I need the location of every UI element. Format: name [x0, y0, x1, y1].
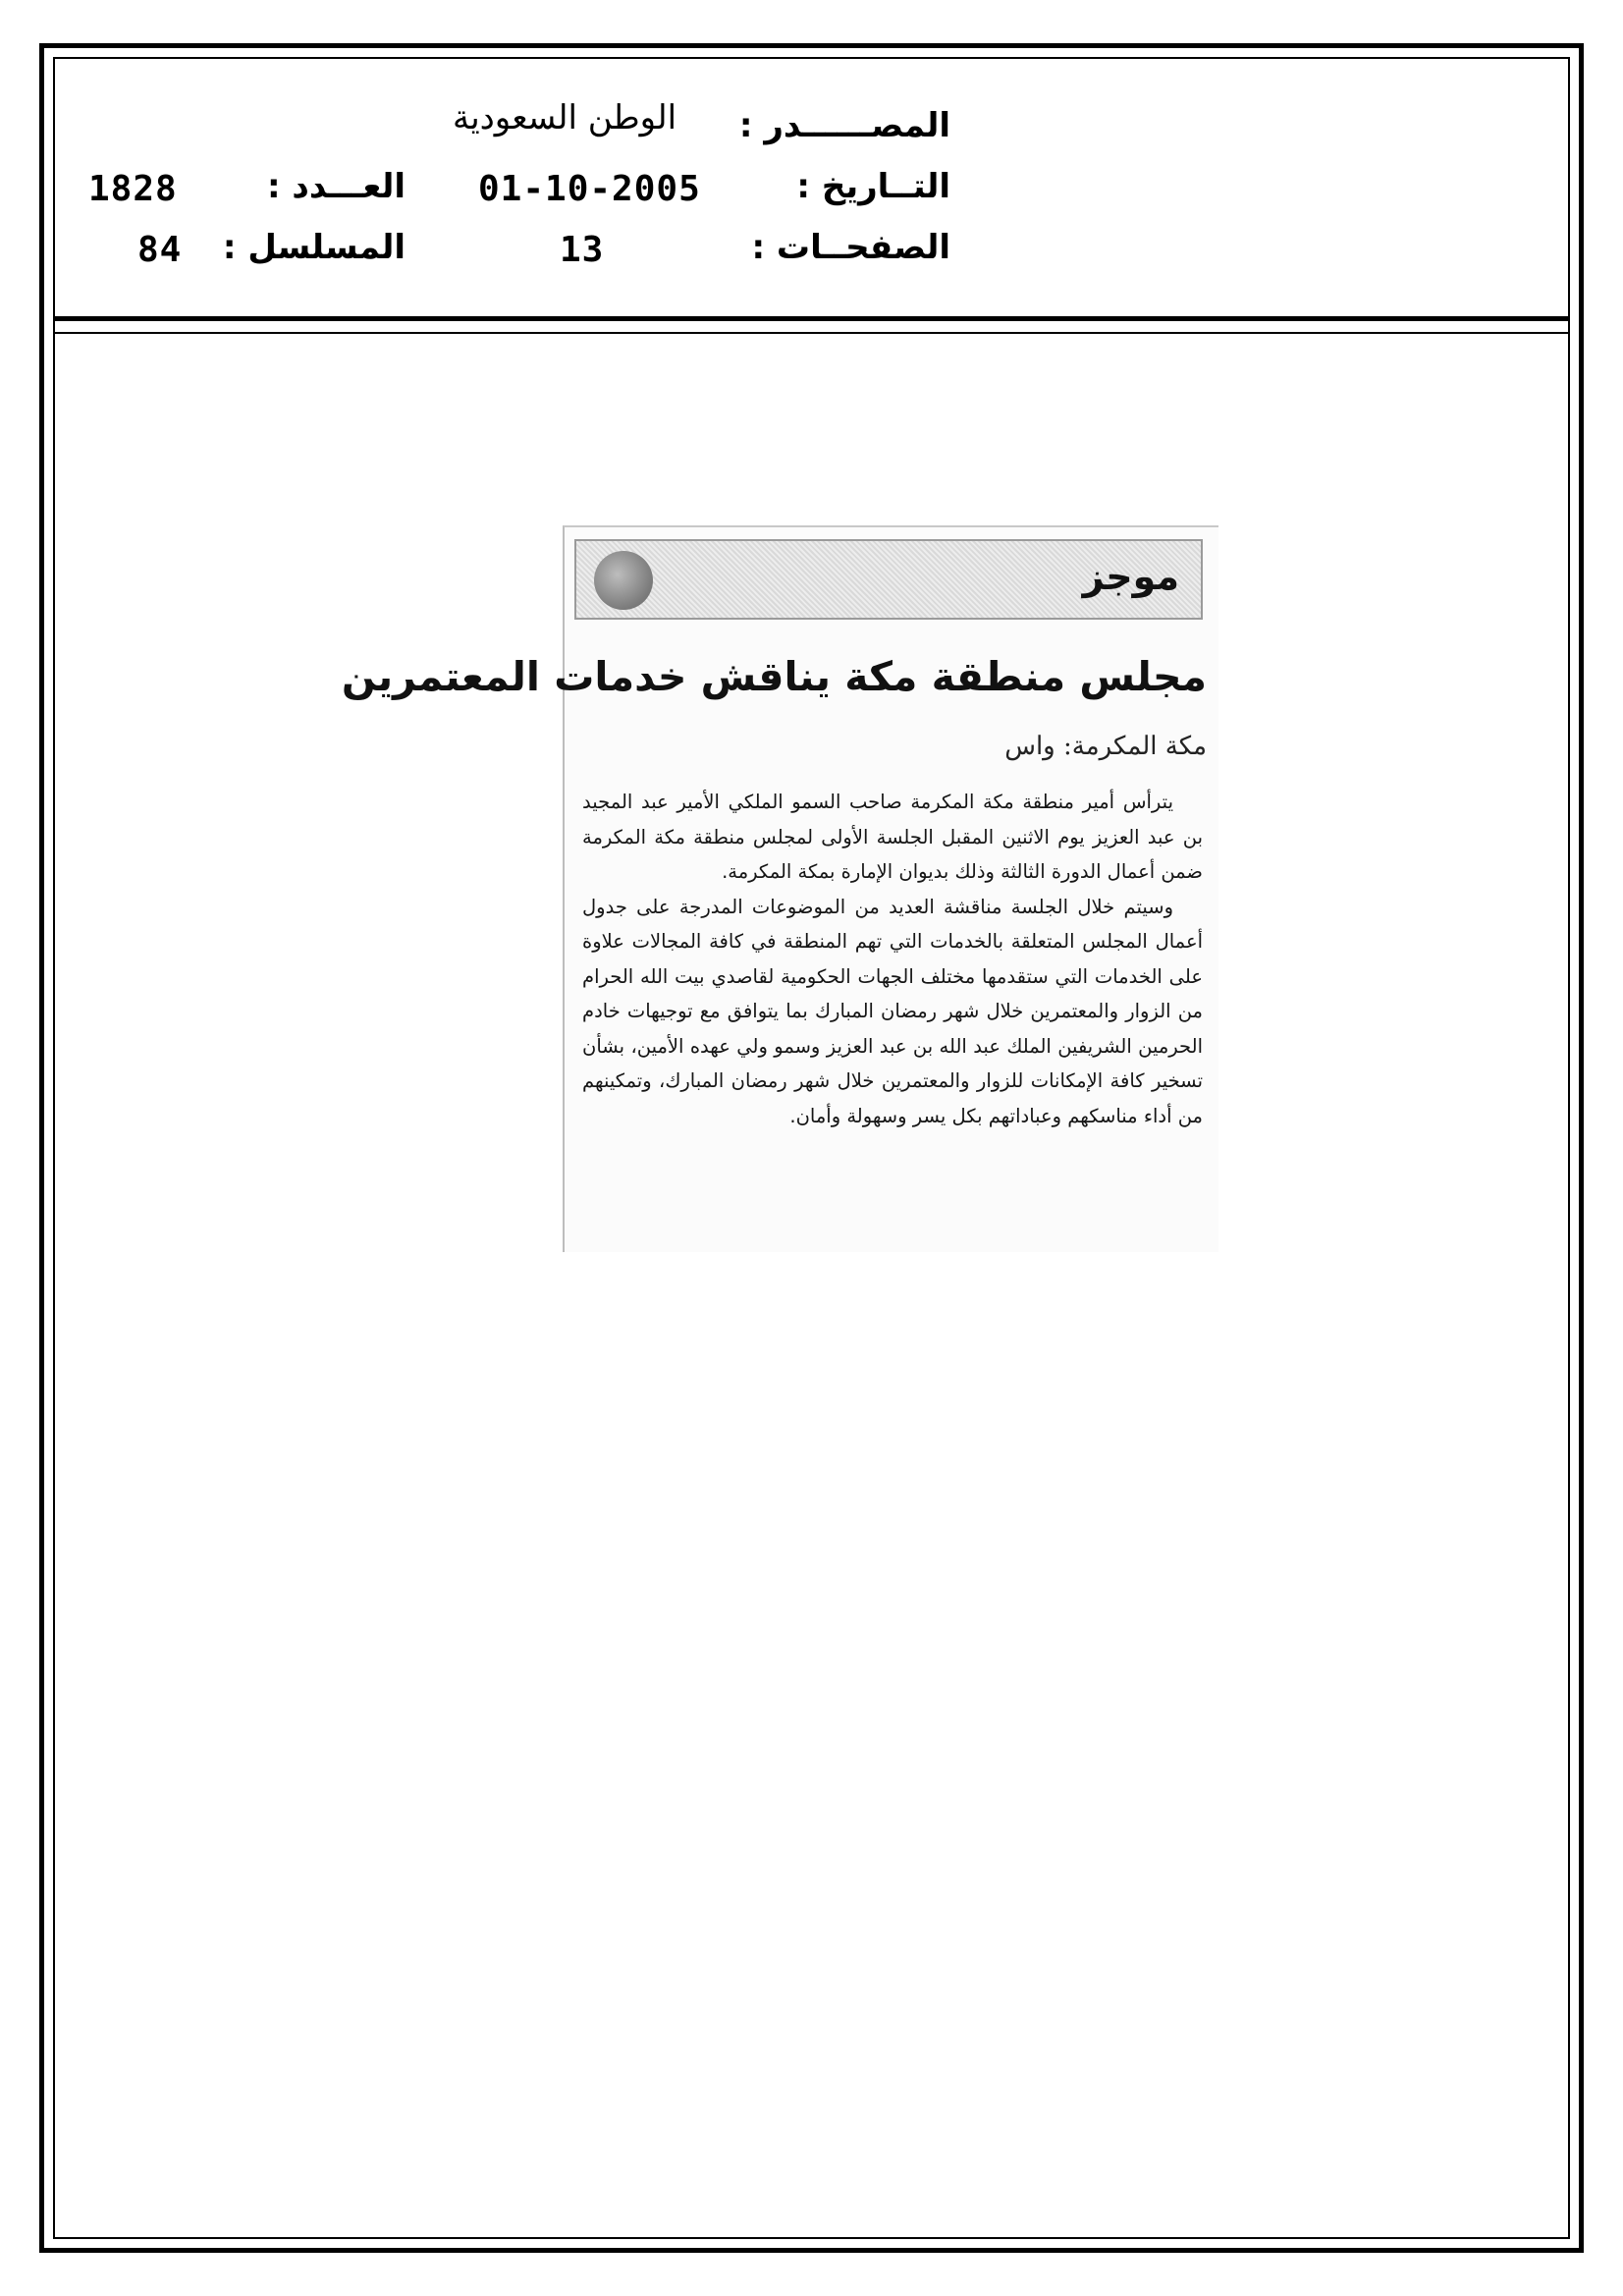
section-banner — [574, 539, 1203, 620]
newspaper-clipping — [341, 525, 1218, 1252]
article-paragraph: وسيتم خلال الجلسة مناقشة العديد من الموضوعات المدرجة على جدول أعمال المجلس المتعلقة بالخدمات التي تهم المنطقة في كافة المجالات علاوة على الخدمات التي ستقدمها مختلف الجهات الحكومية لقاصدي بيت الله الحرام من الزوار والمعتمرين خلال شهر رمضان المبارك بما يتوافق مع توجيهات خادم الحرمين الشريفين الملك عبد الله بن عبد العزيز وسمو ولي عهده الأمين، بشأن تسخير كافة الإمكانات للزوار والمعتمرين خلال شهر رمضان المبارك، وتمكينهم من أداء مناسكهم وعباداتهم بكل يسر وسهولة وأمان. — [582, 895, 1203, 1127]
header-divider-thin — [53, 332, 1570, 334]
date-value: 01-10-2005 — [478, 169, 701, 209]
source-value: الوطن السعودية — [452, 98, 677, 137]
header-divider — [53, 316, 1570, 321]
issue-label: العـــدد : — [267, 167, 406, 206]
source-label: المصــــــدر : — [738, 106, 950, 145]
serial-value: 84 — [137, 230, 183, 270]
article-headline: مجلس منطقة مكة يناقش خدمات المعتمرين — [341, 653, 1207, 700]
article-paragraph: يترأس أمير منطقة مكة المكرمة صاحب السمو الملكي الأمير عبد المجيد بن عبد العزيز يوم الاثنين المقبل الجلسة الأولى لمجلس منطقة مكة المكرمة ضمن أعمال الدورة الثالثة وذلك بديوان الإمارة بمكة المكرمة. — [582, 791, 1203, 883]
circle-ornament-icon — [594, 551, 653, 610]
date-label: التــاريخ : — [796, 167, 950, 206]
issue-value: 1828 — [88, 169, 178, 209]
pages-label: الصفحــات : — [751, 228, 950, 267]
serial-label: المسلسل : — [222, 228, 406, 267]
article-body — [582, 785, 1203, 1133]
pages-value: 13 — [560, 230, 605, 270]
article-dateline: مكة المكرمة: واس — [1004, 732, 1207, 761]
section-label: موجز — [1082, 555, 1179, 598]
